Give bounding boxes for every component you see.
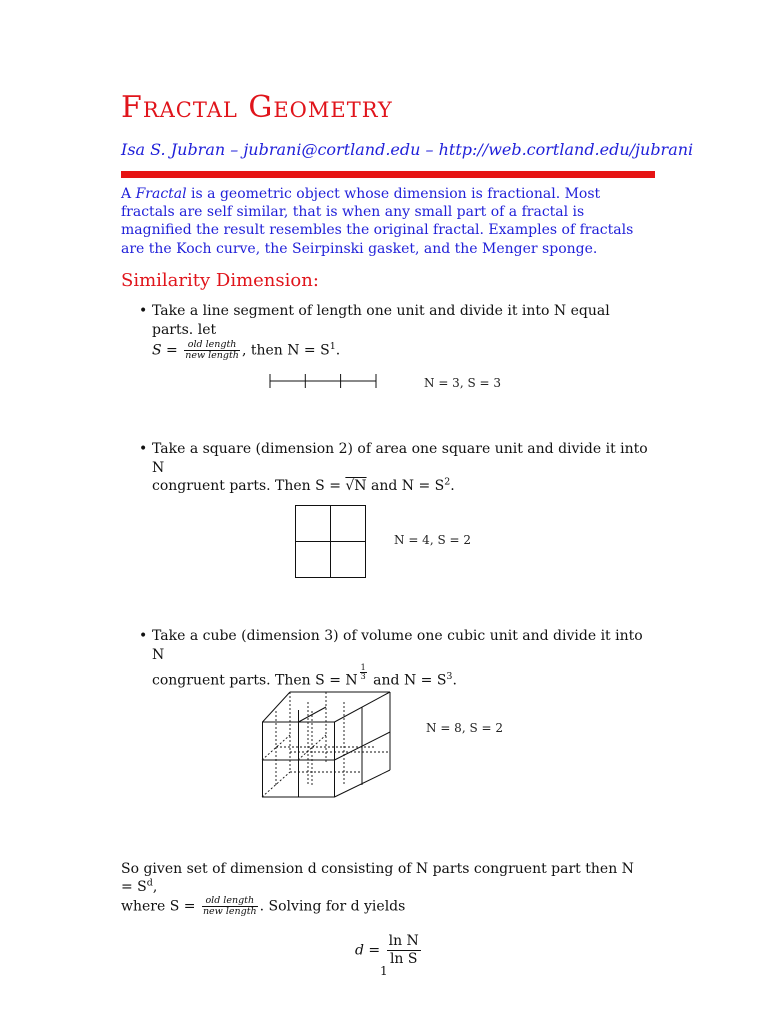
dimension-formula — [355, 933, 421, 968]
bullet-line-segment: • Take a line segment of length one unit and divide it into N equal parts. let S = $\frac{\text{old length}}{\text{new length}}$ , then $N = S^1$. — [152, 302, 650, 361]
length-ratio-fraction: $\frac{\text{old length}}{\text{new length}}$ — [185, 339, 239, 361]
bullet-dot: • — [139, 441, 148, 457]
fractal-term: Fractal — [135, 186, 187, 202]
sqrt-n: √N — [345, 478, 367, 494]
bullet-dot: • — [139, 303, 148, 319]
page-number: 1 — [380, 964, 388, 978]
square-caption: N = 4, S = 2 — [394, 533, 471, 547]
bullet-dot: • — [139, 628, 148, 644]
bullet-line-text: Take a line segment of length one unit and divide it into N equal parts. let — [152, 303, 610, 338]
document-title: Fractal Geometry — [121, 90, 393, 125]
formula-numerator: ln N — [388, 933, 419, 949]
cube-caption: N = 8, S = 2 — [426, 721, 503, 735]
one-third-exponent: $\frac{1}{3}$ — [360, 663, 366, 681]
bullet-cube: • Take a cube (dimension 3) of volume one cubic unit and divide it into N congruent parts. Then S = N $\frac{1}{3}$ and $N = S^3$. — [152, 627, 650, 690]
bullet-cube-text: Take a cube (dimension 3) of volume one cubic unit and divide it into N — [152, 628, 643, 663]
bullet-square: • Take a square (dimension 2) of area one square unit and divide it into N congruent parts. Then S = √N and $N = S^2$. — [152, 440, 650, 496]
section-heading: Similarity Dimension: — [121, 270, 319, 291]
author-line: Isa S. Jubran – jubrani@cortland.edu – http://web.cortland.edu/jubrani — [121, 140, 694, 159]
conclusion-paragraph: So given set of dimension d consisting of N parts congruent part then $N = S^d$, where S = $\frac{\text{old length}}{\text{new length}}$ . Solving for d yields — [121, 861, 634, 917]
line-caption: N = 3, S = 3 — [424, 376, 501, 390]
bullet-square-text: Take a square (dimension 2) of area one square unit and divide it into N — [152, 441, 648, 476]
divided-line-segment — [268, 372, 380, 390]
formula-denominator: ln S — [389, 951, 418, 967]
title-rule — [121, 171, 655, 178]
intro-paragraph: A Fractal is a geometric object whose dimension is fractional. Most fractals are self similar, that is when any small part of a fractal is magnified the result resembles the original fractal. Examples of fractals are the Koch curve, the Seirpinski gasket, and the Menger sponge. — [121, 186, 634, 257]
formula-lhs: d = — [355, 942, 381, 959]
conclusion-length-ratio: $\frac{\text{old length}}{\text{new length}}$ — [202, 895, 257, 917]
divided-square — [295, 505, 367, 579]
divided-cube — [262, 690, 392, 800]
